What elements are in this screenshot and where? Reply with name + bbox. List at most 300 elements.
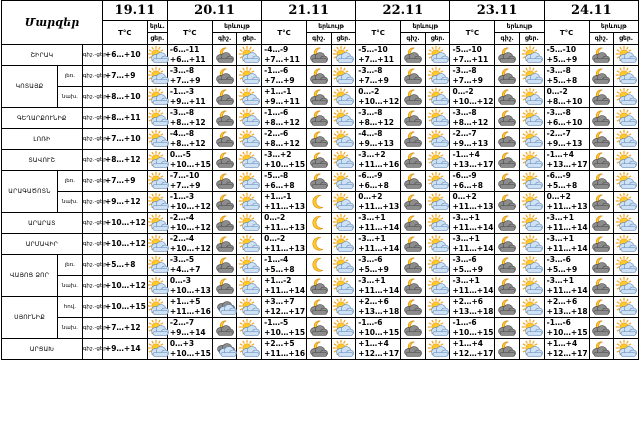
table-row <box>2 171 639 192</box>
zone-label: լեռ. <box>58 255 83 276</box>
temperature-cell: -1…+4 +13…+17 <box>544 150 589 171</box>
temperature-cell: 0…-2 +8…+10 <box>544 87 589 108</box>
sun-cloud-icon <box>520 171 545 192</box>
moon-cloud-icon <box>589 276 614 297</box>
night-day-label: գիշ.-ցեր. <box>82 276 102 297</box>
date-header: 20.11 <box>167 1 261 21</box>
sun-cloud-icon <box>520 234 545 255</box>
sun-cloud-icon <box>237 45 262 66</box>
moon-cloud-icon <box>401 66 426 87</box>
moon-cloud-icon <box>401 297 426 318</box>
temperature-cell: -4…-8 +8…+12 <box>167 129 212 150</box>
moon-icon <box>306 213 331 234</box>
night-day-label: գիշ.-ցեր. <box>82 318 102 339</box>
temperature-cell: -3…-6 +5…+9 <box>356 255 401 276</box>
temperature-cell: -6…-11 +6…+11 <box>167 45 212 66</box>
moon-cloud-icon <box>589 339 614 360</box>
temperature-cell: -1…-3 +10…+12 <box>167 192 212 213</box>
temperature-cell: -2…-6 +8…+12 <box>262 129 307 150</box>
zone-label: լեռ. <box>58 66 83 87</box>
moon-cloud-icon <box>495 129 520 150</box>
table-row <box>2 339 639 360</box>
sun-cloud-icon <box>237 129 262 150</box>
moon-cloud-icon <box>589 45 614 66</box>
zone-label: լեռ. <box>58 171 83 192</box>
temperature-cell: -3…+1 +11…+14 <box>450 276 495 297</box>
temperature-cell: -3…-8 +7…+9 <box>356 66 401 87</box>
night-day-label: գիշ.-ցեր. <box>82 297 102 318</box>
temperature-cell: +8…+11 <box>102 108 147 129</box>
temperature-cell: -1…-6 +10…+15 <box>450 318 495 339</box>
sun-cloud-icon <box>425 108 450 129</box>
sun-cloud-icon <box>331 297 356 318</box>
sun-cloud-icon <box>425 318 450 339</box>
regions-header: Մարզեր <box>2 1 103 45</box>
temperature-cell: 0…+2 +11…+13 <box>450 192 495 213</box>
temperature-cell: +7…+12 <box>102 318 147 339</box>
moon-cloud-icon <box>212 171 237 192</box>
day-col-header: ցեր. <box>237 33 262 45</box>
moon-cloud-icon <box>401 234 426 255</box>
sun-cloud-icon <box>520 192 545 213</box>
temperature-cell: +8…+12 <box>102 150 147 171</box>
zone-label: նախ. <box>58 87 83 108</box>
temperature-cell: +10…+15 <box>102 297 147 318</box>
region-name: ԳԵՂԱՐՔՈՒՆԻՔ <box>2 108 83 129</box>
moon-cloud-icon <box>401 45 426 66</box>
sun-cloud-icon <box>520 108 545 129</box>
moon-cloud-icon <box>589 171 614 192</box>
moon-cloud-icon <box>306 150 331 171</box>
moon-cloud-icon <box>495 297 520 318</box>
night-col-header: գիշ. <box>495 33 520 45</box>
sun-cloud-icon <box>520 339 545 360</box>
temperature-cell: -7…-10 +7…+9 <box>167 171 212 192</box>
date-header: 23.11 <box>450 1 544 21</box>
moon-cloud-icon <box>306 87 331 108</box>
table-row <box>2 318 639 339</box>
sun-cloud-icon <box>614 108 639 129</box>
sun-cloud-icon <box>331 192 356 213</box>
night-day-label: գիշ.-ցեր. <box>82 192 102 213</box>
moon-cloud-icon <box>589 234 614 255</box>
sun-cloud-icon <box>331 108 356 129</box>
sun-cloud-icon <box>331 234 356 255</box>
temperature-cell: +1…+4 +12…+17 <box>544 339 589 360</box>
temperature-cell: -1…-3 +9…+11 <box>167 87 212 108</box>
sun-cloud-icon <box>425 213 450 234</box>
moon-cloud-icon <box>495 276 520 297</box>
sun-cloud-icon <box>237 234 262 255</box>
temperature-cell: +7…+10 <box>102 129 147 150</box>
sun-cloud-icon <box>425 87 450 108</box>
temperature-cell: -3…-8 +7…+9 <box>450 66 495 87</box>
sun-cloud-icon <box>520 150 545 171</box>
table-row <box>2 297 639 318</box>
temperature-cell: +10…+12 <box>102 234 147 255</box>
sun-cloud-icon <box>425 255 450 276</box>
sun-cloud-icon <box>237 66 262 87</box>
sun-cloud-icon <box>520 129 545 150</box>
temperature-cell: +6…+10 <box>102 45 147 66</box>
moon-cloud-icon <box>495 87 520 108</box>
temperature-cell: -5…-10 +5…+9 <box>544 45 589 66</box>
night-day-label: գիշ.-ցեր. <box>82 339 102 360</box>
region-name: ՎԱՅՈՑ ՁՈՐ <box>2 255 58 297</box>
temperature-cell: +2…+6 +13…+18 <box>450 297 495 318</box>
date-header: 21.11 <box>262 1 356 21</box>
table-row <box>2 108 639 129</box>
date-header: 19.11 <box>102 1 167 21</box>
temperature-cell: +1…-2 +11…+14 <box>262 276 307 297</box>
sun-cloud-icon <box>147 339 167 360</box>
zone-label: նախ. <box>58 192 83 213</box>
temperature-cell: -1…-6 +10…+15 <box>356 318 401 339</box>
table-row <box>2 234 639 255</box>
moon-cloud-icon <box>306 108 331 129</box>
region-name: ԼՈՌԻ <box>2 129 83 150</box>
moon-cloud-icon <box>495 150 520 171</box>
sun-cloud-icon <box>237 276 262 297</box>
temperature-cell: -3…-8 +8…+12 <box>167 108 212 129</box>
night-col-header: գիշ. <box>212 33 237 45</box>
temperature-cell: -1…-6 +10…+15 <box>544 318 589 339</box>
sun-cloud-icon <box>614 171 639 192</box>
sun-cloud-icon <box>614 66 639 87</box>
cloud-icon <box>212 339 237 360</box>
moon-cloud-icon <box>306 318 331 339</box>
temperature-cell: 0…-2 +11…+13 <box>262 234 307 255</box>
sun-cloud-icon <box>614 276 639 297</box>
day-col-header: ցեր. <box>614 33 639 45</box>
moon-cloud-icon <box>401 276 426 297</box>
sun-cloud-icon <box>614 297 639 318</box>
temperature-cell: -4…-8 +9…+13 <box>356 129 401 150</box>
temperature-cell: +2…+6 +13…+18 <box>356 297 401 318</box>
sun-cloud-icon <box>614 129 639 150</box>
temperature-cell: +9…+14 <box>102 339 147 360</box>
sun-cloud-icon <box>147 171 167 192</box>
moon-cloud-icon <box>589 318 614 339</box>
weather-col-header: երևույթ <box>589 21 638 33</box>
table-row <box>2 66 639 87</box>
sun-cloud-icon <box>614 234 639 255</box>
moon-cloud-icon <box>212 318 237 339</box>
date-header: 24.11 <box>544 1 638 21</box>
day-col-header: ցեր. <box>331 33 356 45</box>
temperature-cell: -1…+4 +13…+17 <box>450 150 495 171</box>
temperature-cell: -3…-8 +8…+12 <box>450 108 495 129</box>
zone-label: նախ. <box>58 318 83 339</box>
temperature-cell: -3…+2 +10…+15 <box>262 150 307 171</box>
temperature-cell: 0…-3 +10…+13 <box>167 276 212 297</box>
night-day-label: գիշ.-ցեր. <box>82 87 102 108</box>
moon-cloud-icon <box>401 318 426 339</box>
sun-cloud-icon <box>425 171 450 192</box>
night-day-label: գիշ.-ցեր. <box>82 255 102 276</box>
forecast-body <box>2 45 639 360</box>
sun-cloud-icon <box>237 318 262 339</box>
temperature-cell: 0…-5 +10…+15 <box>167 150 212 171</box>
moon-cloud-icon <box>212 234 237 255</box>
sun-cloud-icon <box>147 234 167 255</box>
temperature-cell: -3…+1 +11…+14 <box>356 213 401 234</box>
temperature-cell: 0…+3 +10…+15 <box>167 339 212 360</box>
moon-cloud-icon <box>306 171 331 192</box>
table-row <box>2 87 639 108</box>
temperature-cell: -3…+1 +11…+14 <box>356 276 401 297</box>
moon-cloud-icon <box>401 192 426 213</box>
sun-cloud-icon <box>614 87 639 108</box>
moon-icon <box>306 255 331 276</box>
temperature-cell: -3…-8 +8…+12 <box>356 108 401 129</box>
day-col-header: ցեր. <box>147 33 167 45</box>
sun-cloud-icon <box>237 255 262 276</box>
zone-label: հով. <box>58 297 83 318</box>
sun-cloud-icon <box>520 276 545 297</box>
day-col-header: ցեր. <box>425 33 450 45</box>
sun-cloud-icon <box>147 276 167 297</box>
sun-cloud-icon <box>147 87 167 108</box>
temperature-cell: -6…-9 +6…+8 <box>356 171 401 192</box>
moon-cloud-icon <box>589 87 614 108</box>
temperature-cell: -6…-9 +5…+8 <box>544 171 589 192</box>
sun-cloud-icon <box>147 213 167 234</box>
table-row <box>2 255 639 276</box>
sun-cloud-icon <box>614 255 639 276</box>
sun-cloud-icon <box>237 171 262 192</box>
table-row <box>2 276 639 297</box>
sun-cloud-icon <box>425 66 450 87</box>
temperature-cell: 0…-2 +10…+12 <box>450 87 495 108</box>
night-day-label: գիշ.-ցեր. <box>82 129 102 150</box>
temperature-cell: +7…+9 <box>102 66 147 87</box>
sun-cloud-icon <box>147 66 167 87</box>
sun-cloud-icon <box>237 213 262 234</box>
moon-cloud-icon <box>212 108 237 129</box>
temperature-cell: -1…-6 +8…+12 <box>262 108 307 129</box>
table-row <box>2 192 639 213</box>
moon-cloud-icon <box>495 192 520 213</box>
sun-cloud-icon <box>147 192 167 213</box>
table-row <box>2 213 639 234</box>
night-day-label: գիշ.-ցեր. <box>82 150 102 171</box>
temperature-cell: +2…+5 +11…+16 <box>262 339 307 360</box>
sun-cloud-icon <box>614 318 639 339</box>
sun-cloud-icon <box>425 234 450 255</box>
moon-cloud-icon <box>401 171 426 192</box>
temperature-cell: -3…+2 +11…+16 <box>356 150 401 171</box>
temperature-cell: -3…+1 +11…+14 <box>544 234 589 255</box>
sun-cloud-icon <box>425 150 450 171</box>
sun-cloud-icon <box>425 297 450 318</box>
moon-cloud-icon <box>212 150 237 171</box>
sun-cloud-icon <box>331 150 356 171</box>
temperature-cell: +1…-1 +11…+13 <box>262 192 307 213</box>
region-name: ԿՈՏԱՅՔ <box>2 66 58 108</box>
temperature-cell: -1…-4 +5…+8 <box>262 255 307 276</box>
night-day-label: գիշ.-ցեր. <box>82 213 102 234</box>
temperature-cell: -3…-8 +7…+9 <box>167 66 212 87</box>
temperature-cell: -3…+1 +11…+14 <box>544 276 589 297</box>
weather-col-header: երևույթ <box>495 21 544 33</box>
temperature-cell: -1…-5 +10…+15 <box>262 318 307 339</box>
temperature-cell: 0…-2 +10…+12 <box>356 87 401 108</box>
temperature-cell: -1…-6 +7…+9 <box>262 66 307 87</box>
weather-col-header: երևույթ <box>306 21 355 33</box>
sun-cloud-icon <box>237 150 262 171</box>
sun-cloud-icon <box>147 108 167 129</box>
temperature-cell: -6…-9 +6…+8 <box>450 171 495 192</box>
cloud-icon <box>212 297 237 318</box>
sun-cloud-icon <box>237 108 262 129</box>
night-day-label: գիշ.-ցեր. <box>82 234 102 255</box>
region-name: ՏԱՎՈՒՇ <box>2 150 83 171</box>
temperature-cell: -2…-4 +10…+12 <box>167 213 212 234</box>
moon-cloud-icon <box>401 255 426 276</box>
sun-cloud-icon <box>614 192 639 213</box>
sun-cloud-icon <box>147 45 167 66</box>
sun-cloud-icon <box>331 171 356 192</box>
temperature-cell: -5…-8 +6…+8 <box>262 171 307 192</box>
sun-cloud-icon <box>520 45 545 66</box>
table-row <box>2 150 639 171</box>
moon-cloud-icon <box>495 171 520 192</box>
sun-cloud-icon <box>147 318 167 339</box>
temperature-cell: -5…-10 +7…+11 <box>356 45 401 66</box>
temperature-cell: 0…+2 +11…+13 <box>544 192 589 213</box>
temperature-cell: -5…-10 +7…+11 <box>450 45 495 66</box>
sun-cloud-icon <box>331 339 356 360</box>
sun-cloud-icon <box>425 276 450 297</box>
sun-cloud-icon <box>331 129 356 150</box>
temperature-cell: -2…-7 +9…+13 <box>544 129 589 150</box>
night-col-header: գիշ. <box>589 33 614 45</box>
moon-cloud-icon <box>495 45 520 66</box>
moon-cloud-icon <box>495 108 520 129</box>
sun-cloud-icon <box>331 276 356 297</box>
temperature-cell: +1…-1 +9…+11 <box>262 87 307 108</box>
temp-col-header: T°C <box>356 21 401 45</box>
temperature-cell: +3…+7 +12…+17 <box>262 297 307 318</box>
moon-cloud-icon <box>401 108 426 129</box>
sun-cloud-icon <box>331 45 356 66</box>
temperature-cell: -2…-4 +10…+12 <box>167 234 212 255</box>
moon-cloud-icon <box>589 129 614 150</box>
temperature-cell: +1…+4 +12…+17 <box>450 339 495 360</box>
temperature-cell: -2…-7 +9…+14 <box>167 318 212 339</box>
region-name: ՇԻՐԱԿ <box>2 45 83 66</box>
weather-col-header: երևույթ <box>401 21 450 33</box>
temperature-cell: -2…-7 +9…+13 <box>450 129 495 150</box>
moon-cloud-icon <box>495 213 520 234</box>
sun-cloud-icon <box>520 213 545 234</box>
table-row <box>2 129 639 150</box>
sun-cloud-icon <box>614 339 639 360</box>
sun-cloud-icon <box>614 45 639 66</box>
moon-cloud-icon <box>401 87 426 108</box>
moon-icon <box>306 192 331 213</box>
region-name: ՍՅՈՒՆԻՔ <box>2 297 58 339</box>
moon-cloud-icon <box>589 66 614 87</box>
temperature-cell: +5…+8 <box>102 255 147 276</box>
temp-col-header: T°C <box>544 21 589 45</box>
moon-cloud-icon <box>306 66 331 87</box>
sun-cloud-icon <box>520 255 545 276</box>
forecast-table <box>1 0 639 360</box>
temperature-cell: -4…-9 +7…+11 <box>262 45 307 66</box>
temperature-cell: +8…+10 <box>102 87 147 108</box>
temp-col-header: T°C <box>167 21 212 45</box>
moon-cloud-icon <box>212 276 237 297</box>
sun-cloud-icon <box>331 66 356 87</box>
temp-col-header: T°C <box>102 21 147 45</box>
sun-cloud-icon <box>237 87 262 108</box>
temperature-cell: -3…-6 +5…+9 <box>544 255 589 276</box>
sun-cloud-icon <box>520 318 545 339</box>
night-day-label: գիշ.-ցեր. <box>82 66 102 87</box>
sun-cloud-icon <box>520 66 545 87</box>
moon-cloud-icon <box>212 213 237 234</box>
sun-cloud-icon <box>425 339 450 360</box>
moon-cloud-icon <box>306 276 331 297</box>
moon-cloud-icon <box>589 192 614 213</box>
table-row <box>2 45 639 66</box>
sun-cloud-icon <box>425 192 450 213</box>
moon-cloud-icon <box>212 66 237 87</box>
temperature-cell: +10…+12 <box>102 213 147 234</box>
sun-cloud-icon <box>237 192 262 213</box>
moon-cloud-icon <box>212 192 237 213</box>
region-name: ԱՐՄԱՎԻՐ <box>2 234 83 255</box>
temperature-cell: 0…-2 +11…+13 <box>262 213 307 234</box>
night-day-label: գիշ.-ցեր. <box>82 45 102 66</box>
sun-cloud-icon <box>331 213 356 234</box>
moon-cloud-icon <box>306 297 331 318</box>
temperature-cell: -3…+1 +11…+14 <box>356 234 401 255</box>
sun-cloud-icon <box>614 213 639 234</box>
region-name: ԱՐՑԱԽ <box>2 339 83 360</box>
temperature-cell: -3…-5 +4…+7 <box>167 255 212 276</box>
temperature-cell: +7…+9 <box>102 171 147 192</box>
sun-cloud-icon <box>425 45 450 66</box>
temperature-cell: -3…+1 +11…+14 <box>450 234 495 255</box>
moon-cloud-icon <box>495 234 520 255</box>
zone-label: նախ. <box>58 276 83 297</box>
moon-cloud-icon <box>495 66 520 87</box>
moon-cloud-icon <box>589 108 614 129</box>
sun-cloud-icon <box>331 87 356 108</box>
temperature-cell: -3…-6 +5…+9 <box>450 255 495 276</box>
night-col-header: գիշ. <box>401 33 426 45</box>
sun-cloud-icon <box>147 150 167 171</box>
temperature-cell: -3…+1 +11…+14 <box>450 213 495 234</box>
moon-cloud-icon <box>589 297 614 318</box>
night-day-label: գիշ.-ցեր. <box>82 171 102 192</box>
moon-cloud-icon <box>401 150 426 171</box>
sun-cloud-icon <box>147 255 167 276</box>
moon-cloud-icon <box>589 213 614 234</box>
moon-cloud-icon <box>495 255 520 276</box>
moon-cloud-icon <box>495 339 520 360</box>
moon-cloud-icon <box>306 129 331 150</box>
moon-cloud-icon <box>589 255 614 276</box>
moon-cloud-icon <box>306 339 331 360</box>
moon-cloud-icon <box>401 339 426 360</box>
moon-cloud-icon <box>401 213 426 234</box>
sun-cloud-icon <box>147 129 167 150</box>
weather-col-header: երևույթ <box>212 21 261 33</box>
